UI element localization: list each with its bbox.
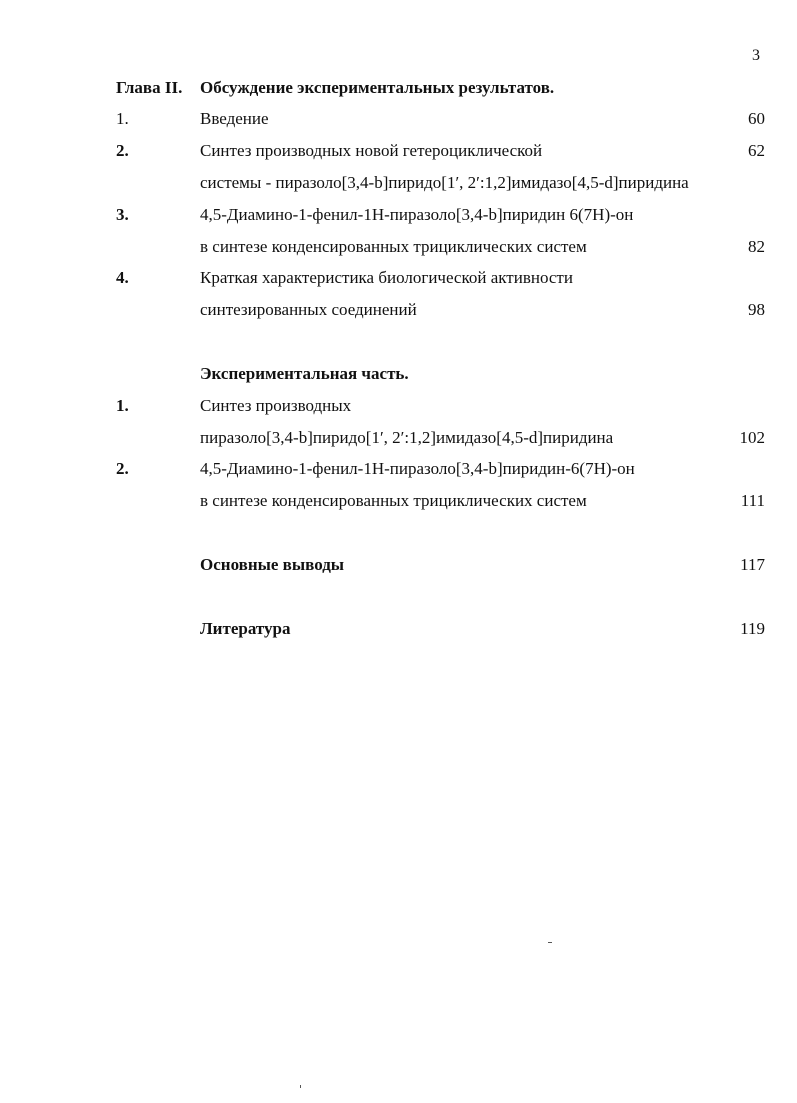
experimental-title: Экспериментальная часть. [200, 364, 409, 383]
entry-page: 98 [748, 300, 765, 319]
entry-text: Краткая характеристика биологической активности [200, 268, 573, 287]
entry-page: 60 [748, 109, 765, 128]
chapter-label: Глава II. [116, 78, 183, 97]
entry-number: 2. [116, 141, 129, 160]
scan-speck [548, 942, 552, 943]
literature-title: Литература [200, 619, 291, 638]
scan-speck [300, 1085, 301, 1088]
entry-page: 82 [748, 237, 765, 256]
literature-page: 119 [740, 619, 765, 638]
entry-number: 4. [116, 268, 129, 287]
entry-text-continued: синтезированных соединений [200, 300, 417, 319]
entry-page: 102 [739, 428, 765, 447]
entry-number: 1. [116, 109, 129, 128]
conclusions-title: Основные выводы [200, 555, 345, 574]
entry-number: 2. [116, 459, 129, 478]
entry-text-continued: в синтезе конденсированных трициклических систем [200, 237, 587, 256]
entry-text: Синтез производных [200, 396, 352, 415]
entry-text: Синтез производных новой гетероциклической [200, 141, 543, 160]
entry-page: 111 [740, 491, 765, 510]
entry-text: 4,5-Диамино-1-фенил-1H-пиразоло[3,4-b]пиридин-6(7H)-он [200, 459, 635, 478]
entry-text-continued: в синтезе конденсированных трициклических систем [200, 491, 587, 510]
entry-text-continued: пиразоло[3,4-b]пиридо[1′, 2′:1,2]имидазо[4,5-d]пиридина [200, 428, 614, 447]
entry-text-continued: системы - пиразоло[3,4-b]пиридо[1′, 2′:1,2]имидазо[4,5-d]пиридина [200, 173, 689, 192]
conclusions-page: 117 [740, 555, 765, 574]
entry-text: Введение [200, 109, 269, 128]
page-number: 3 [752, 47, 760, 64]
entry-text: 4,5-Диамино-1-фенил-1H-пиразоло[3,4-b]пиридин 6(7H)-он [200, 205, 634, 224]
entry-page: 62 [748, 141, 765, 160]
entry-number: 3. [116, 205, 129, 224]
chapter-title: Обсуждение экспериментальных результатов. [200, 78, 555, 97]
entry-number: 1. [116, 396, 129, 415]
